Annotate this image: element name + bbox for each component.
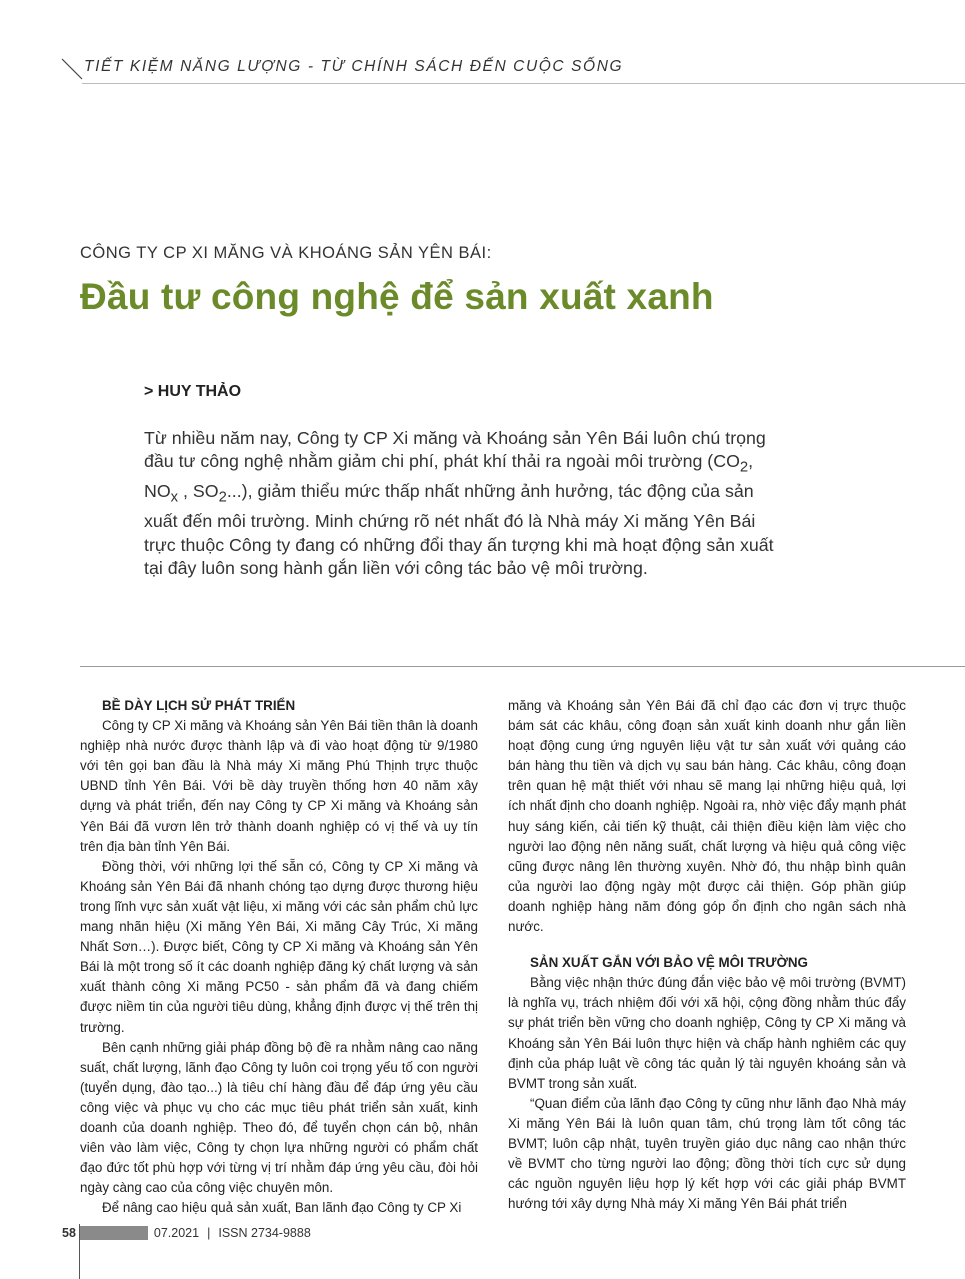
- article-title: Đầu tư công nghệ để sản xuất xanh: [80, 276, 714, 317]
- lead-sub-3: 2: [218, 489, 227, 506]
- body-paragraph: Bên cạnh những giải pháp đồng bộ đề ra nhằm nâng cao năng suất, chất lượng, lãnh đạo Công ty luôn coi trọng yếu tố con người (tuyển dụng, đào tạo...) là tiêu chí hàng đầu để đáp ứng yêu cầu công việc và phục vụ cho các mục tiêu phát triển sản xuất, kinh doanh của doanh nghiệp. Theo đó, để tuyển chọn cán bộ, nhân viên vào làm việc, Công ty chọn lựa những người có phẩm chất đạo đức tốt phù hợp với từng vị trí nhằm đáp ứng yêu cầu, đòi hỏi ngày càng cao của công việc chuyên môn.: [80, 1039, 478, 1196]
- section-divider: [80, 666, 965, 667]
- header-slash-decoration: [60, 58, 86, 80]
- running-header: TIẾT KIỆM NĂNG LƯỢNG - TỪ CHÍNH SÁCH ĐẾN CUỘC SỐNG: [84, 58, 624, 75]
- lead-sub-2: x: [170, 489, 179, 506]
- body-paragraph: Để nâng cao hiệu quả sản xuất, Ban lãnh đạo Công ty CP Xi: [102, 1200, 462, 1216]
- lead-text-3: , SO: [178, 481, 219, 502]
- article-kicker: CÔNG TY CP XI MĂNG VÀ KHOÁNG SẢN YÊN BÁI:: [80, 244, 492, 262]
- body-paragraph: Đồng thời, với những lợi thế sẵn có, Công ty CP Xi măng và Khoáng sản Yên Bái đã nhanh chóng tạo dựng được thương hiệu trong lĩnh vực sản xuất vật liệu, xi măng với các sản phẩm chủ lực mang nhãn hiệu (Xi măng Yên Bái, Xi măng Cây Trúc, Xi măng Nhất Sơn…). Được biết, Công ty CP Xi măng và Khoáng sản Yên Bái là một trong số ít các doanh nghiệp đăng ký chất lượng và sản xuất thành công Xi măng PC50 - sản phẩm đã và đang chiếm được niềm tin của người tiêu dùng, khẳng định được vị thế trên thị trường.: [80, 858, 478, 1035]
- article-byline: > HUY THẢO: [144, 383, 242, 400]
- body-paragraph: “Quan điểm của lãnh đạo Công ty cũng như lãnh đạo Nhà máy Xi măng Yên Bái là luôn quan tâm, chú trọng làm tốt công tác BVMT; luôn cập nhật, tuyên truyền giáo dục nâng cao nhận thức về BVMT cho từng người lao động; đồng thời tích cực sử dụng các nguồn nguyên liệu hợp lý kết hợp với các giải pháp BVMT hướng tới xây dựng Nhà máy Xi măng Yên Bái phát triển: [508, 1095, 906, 1212]
- right-column: [508, 696, 906, 1214]
- lead-text-1: Từ nhiều năm nay, Công ty CP Xi măng và Khoáng sản Yên Bái luôn chú trọng đầu tư công nghệ nhằm giảm chi phí, phát khí thải ra ngoài môi trường (CO: [144, 428, 766, 472]
- left-column: [80, 696, 478, 1218]
- section-heading-environment: SẢN XUẤT GẮN VỚI BẢO VỆ MÔI TRƯỜNG: [530, 955, 808, 971]
- section-heading-history: BỀ DÀY LỊCH SỬ PHÁT TRIỂN: [102, 698, 296, 713]
- issue-date: 07.2021: [153, 1226, 200, 1240]
- header-divider: [82, 83, 965, 84]
- body-paragraph: măng và Khoáng sản Yên Bái đã chỉ đạo các đơn vị trực thuộc bám sát các khâu, công đoạn sản xuất kinh doanh như gắn liền hoạt động cung ứng nguyên liệu vật tư sản xuất với quảng cáo bán hàng thu tiền và dịch vụ sau bán hàng. Các khâu, công đoạn trên quan hệ mật thiết với nhau sẽ mang lại những hiệu quả, lợi ích nhất định cho doanh nghiệp. Ngoài ra, nhờ việc đẩy mạnh phát huy sáng kiến, cải tiến kỹ thuật, cải thiện điều kiện làm việc cho người lao động nên năng suất, chất lượng và hiệu quả công việc cũng được nâng lên thường xuyên. Nhờ đó, thu nhập bình quân của người lao động ngày một được cải thiện. Góp phần giúp doanh nghiệp hàng năm đóng góp ổn định cho ngân sách nhà nước.: [508, 698, 906, 935]
- lead-text-4: ...), giảm thiểu mức thấp nhất những ảnh hưởng, tác động của sản xuất đến môi trường. Minh chứng rõ nét nhất đó là Nhà máy Xi măng Yên Bái trực thuộc Công ty đang có những đổi thay ấn tượng khi mà hoạt động sản xuất tại đây luôn song hành gắn liền với công tác bảo vệ môi trường.: [144, 481, 774, 579]
- page-number: 58: [62, 1226, 76, 1240]
- page-footer: [62, 1224, 311, 1242]
- footer-vertical-rule: [79, 1224, 80, 1279]
- body-paragraph: Bằng việc nhận thức đúng đắn việc bảo vệ môi trường (BVMT) là nghĩa vụ, trách nhiệm đối với xã hội, cộng đồng nhằm thúc đẩy sự phát triển bền vững cho doanh nghiệp, Công ty CP Xi măng và Khoáng sản Yên Bái luôn thực hiện và chấp hành nghiêm các quy định của pháp luật về công tác quản lý tài nguyên khoáng sản và BVMT trong sản xuất.: [508, 975, 906, 1091]
- article-lead: [144, 427, 784, 581]
- footer-separator: |: [207, 1226, 211, 1240]
- issn-number: ISSN 2734-9888: [218, 1226, 311, 1240]
- footer-logo-bar: [80, 1226, 148, 1240]
- lead-text-2: , NO: [144, 451, 754, 502]
- body-paragraph: Công ty CP Xi măng và Khoáng sản Yên Bái tiền thân là doanh nghiệp nhà nước được thành lập và đi vào hoạt động từ 9/1980 với tên gọi ban đầu là Nhà máy Xi măng Phú Thịnh trực thuộc UBND tỉnh Yên Bái. Với bề dày truyền thống hơn 40 năm xây dựng và phát triển, đến nay Công ty CP Xi măng và Khoáng sản Yên Bái đã vươn lên trở thành doanh nghiệp có vị thế và uy tín trên địa bàn tỉnh Yên Bái.: [80, 718, 478, 854]
- lead-sub-1: 2: [739, 459, 749, 476]
